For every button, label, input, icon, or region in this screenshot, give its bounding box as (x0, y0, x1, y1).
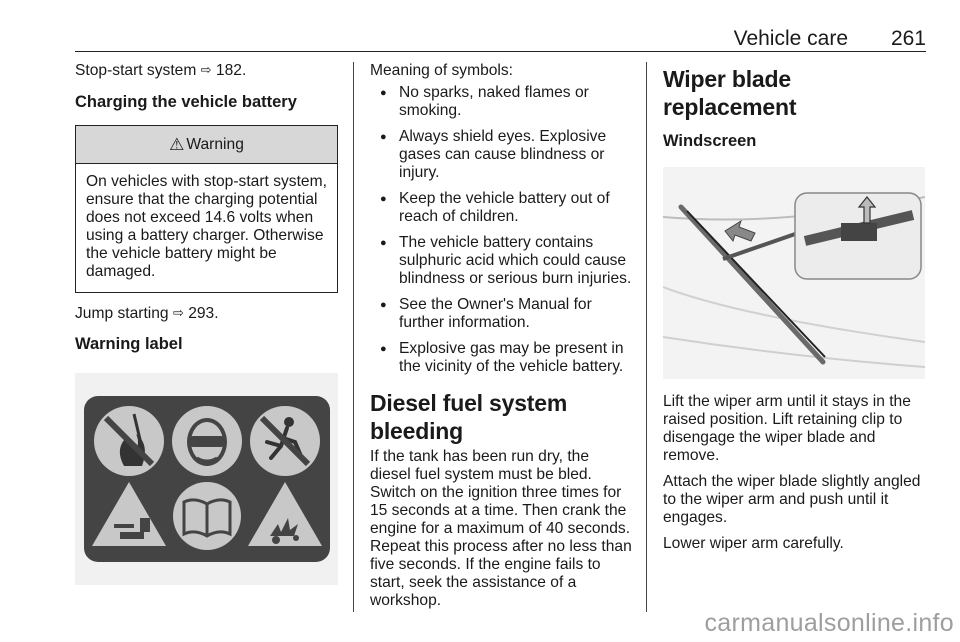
warning-triangle-icon: ⚠ (169, 134, 185, 154)
warning-label-plate (84, 396, 330, 562)
explosive-gas-icon (248, 482, 322, 546)
page-ref-arrow-icon: ⇨ (200, 62, 212, 77)
no-children-icon (250, 406, 320, 476)
warning-title: Warning (186, 135, 244, 153)
list-item: ● Keep the vehicle battery out of reach of children. (370, 190, 632, 226)
list-item: ● Always shield eyes. Explosive gases can cause blindness or injury. (370, 128, 632, 182)
no-flames-icon (94, 406, 164, 476)
list-item: ● No sparks, naked flames or smoking. (370, 84, 632, 120)
wiper-blade-image (663, 167, 925, 379)
column-divider (646, 62, 647, 612)
list-item: ● The vehicle battery contains sulphuric acid which could cause blindness or serious burn injuries. (370, 234, 632, 288)
warning-header (76, 126, 337, 164)
charging-heading: Charging the vehicle battery (75, 93, 297, 111)
column-left (75, 62, 338, 585)
section-title: Vehicle care (733, 27, 848, 50)
wiper-step-2: Attach the wiper blade slightly angled to the wiper arm and push until it engages. (663, 473, 921, 526)
owners-manual-icon (173, 482, 241, 550)
page-ref-arrow-icon: ⇨ (172, 305, 184, 320)
wiper-heading: Wiper blade replacement (663, 66, 797, 120)
stop-start-page-link[interactable]: 182. (215, 62, 247, 79)
diesel-heading: Diesel fuel system bleeding (370, 390, 568, 444)
acid-warning-icon (92, 482, 166, 546)
diesel-text: If the tank has been run dry, the diesel fuel system must be bled. Switch on the ignition three times for 15 seconds at a time. Then crank the engine for a maximum of 40 seconds. Repeat this process after no less than five seconds. If the engine fails to start, seek the assistance of a workshop. (370, 448, 632, 609)
list-item: ● Explosive gas may be present in the vicinity of the vehicle battery. (370, 340, 632, 376)
column-divider (353, 62, 354, 612)
windscreen-heading: Windscreen (663, 132, 757, 150)
column-right (663, 62, 925, 553)
page-number: 261 (890, 27, 926, 50)
warning-box (75, 125, 338, 293)
warning-label-heading: Warning label (75, 335, 183, 353)
page-header (75, 26, 926, 52)
list-item: ● See the Owner's Manual for further information. (370, 296, 632, 332)
eye-protection-icon (172, 406, 242, 476)
battery-warning-label-image (75, 373, 338, 585)
stop-start-reference: Stop-start system ⇨ 182. (75, 62, 247, 79)
warning-text: On vehicles with stop-start system, ensure that the charging potential does not exceed 14.6 volts when using a battery charger. Otherwise the vehicle battery might be damaged. (86, 173, 327, 280)
wiper-step-1: Lift the wiper arm until it stays in the raised position. Lift retaining clip to disengage the wiper blade and remove. (663, 393, 911, 464)
symbols-list (370, 84, 632, 376)
symbols-intro: Meaning of symbols: (370, 62, 514, 79)
jump-starting-reference: Jump starting ⇨ 293. (75, 305, 219, 322)
jump-starting-page-link[interactable]: 293. (188, 305, 219, 322)
wiper-step-3: Lower wiper arm carefully. (663, 535, 844, 552)
warning-body (76, 164, 337, 292)
column-middle (370, 62, 632, 610)
watermark: carmanualsonline.info (704, 609, 954, 637)
